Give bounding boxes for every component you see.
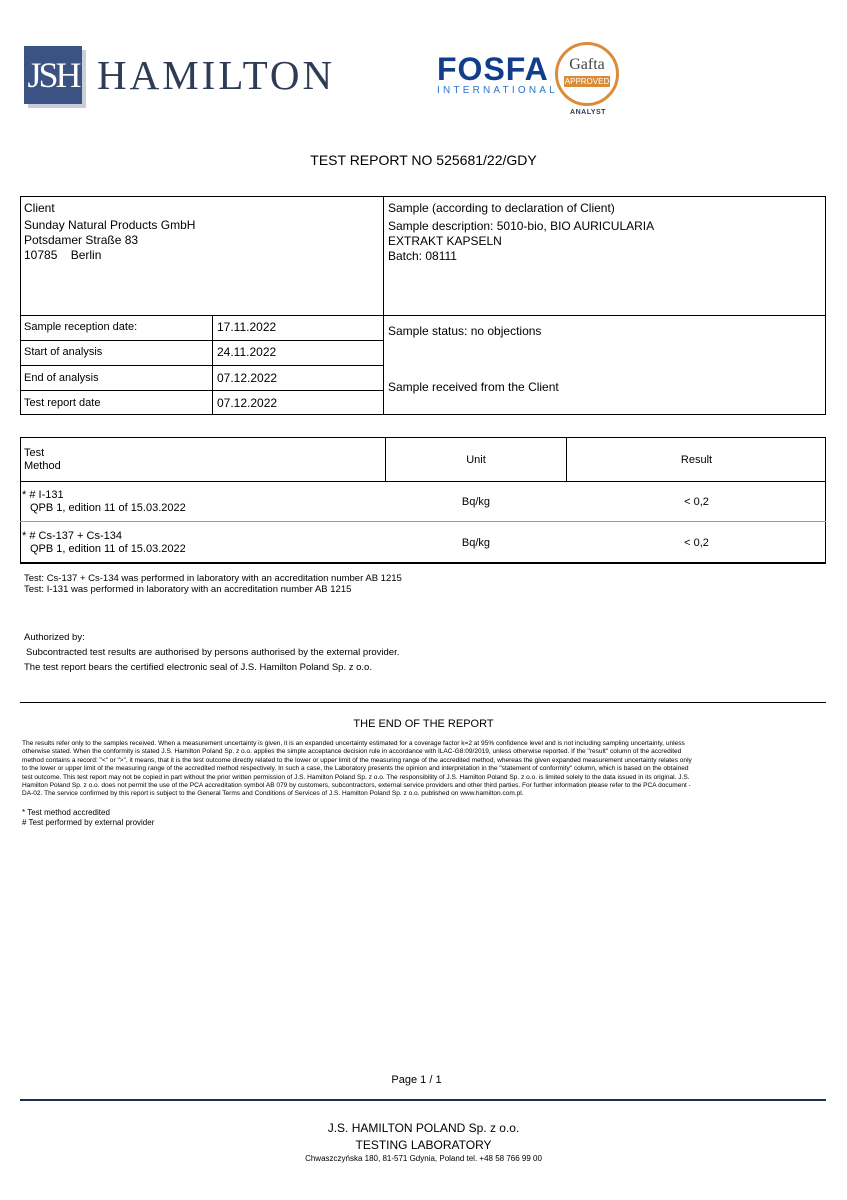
disclaimer-line: DA-02. The service confirmed by this report is subject to the General Terms and Conditions of Services of J.S. Hamilton Poland Sp. z o.o. published on www.hamilton.com.pl. bbox=[22, 790, 524, 798]
sample-description-1: Sample description: 5010-bio, BIO AURICULARIA bbox=[388, 219, 655, 233]
table-divider bbox=[20, 481, 826, 482]
date-label: Start of analysis bbox=[24, 346, 103, 358]
row-test: * # Cs-137 + Cs-134 bbox=[22, 530, 122, 542]
fosfa-logo-text: FOSFA bbox=[437, 51, 549, 87]
disclaimer-line: otherwise stated. When the conformity is stated J.S. Hamilton Poland Sp. z o.o. applies the simple acceptance decision rule in accordance with ILAC-G8:09/2019, unless otherwise reported. If the "result" column of the accredited bbox=[22, 748, 682, 756]
sample-description-2: EXTRAKT KAPSELN bbox=[388, 234, 502, 248]
gafta-seal-logo bbox=[555, 42, 619, 106]
hamilton-logo-text: HAMILTON bbox=[97, 52, 336, 98]
date-value: 24.11.2022 bbox=[217, 345, 277, 359]
fosfa-subtitle: INTERNATIONAL bbox=[437, 85, 558, 96]
legend-accredited: * Test method accredited bbox=[22, 808, 110, 817]
footer-address: Chwaszczyńska 180, 81-571 Gdynia, Poland tel. +48 58 766 99 00 bbox=[305, 1154, 542, 1163]
table-divider bbox=[20, 562, 826, 564]
fosfa-logo bbox=[437, 52, 549, 86]
box-divider bbox=[20, 315, 826, 316]
footer-lab: TESTING LABORATORY bbox=[355, 1138, 492, 1152]
row-method: QPB 1, edition 11 of 15.03.2022 bbox=[30, 502, 186, 514]
sample-received: Sample received from the Client bbox=[388, 380, 559, 394]
table-divider bbox=[20, 521, 826, 522]
column-header-method: Method bbox=[24, 460, 61, 472]
date-value: 07.12.2022 bbox=[217, 396, 278, 410]
column-header-test: Test bbox=[24, 447, 45, 459]
box-divider bbox=[383, 196, 384, 415]
box-divider bbox=[20, 365, 383, 366]
client-city: Berlin bbox=[70, 248, 102, 262]
box-divider bbox=[20, 390, 383, 391]
gafta-approved: APPROVED bbox=[564, 77, 610, 86]
row-unit: Bq/kg bbox=[461, 496, 491, 508]
page-number: Page 1 / 1 bbox=[391, 1074, 442, 1086]
subcontracted-note: Subcontracted test results are authorised by persons authorised by the external provider. bbox=[26, 647, 400, 658]
row-method: QPB 1, edition 11 of 15.03.2022 bbox=[30, 543, 186, 555]
disclaimer-line: to the lower or upper limit of the measuring range of the accredited method respectively. In such a case, the Laboratory presents the opinion and interpretation in the "statement of conformity" column, which is based on the obtained bbox=[22, 765, 689, 773]
date-label: Test report date bbox=[24, 397, 101, 409]
footer-company: J.S. HAMILTON POLAND Sp. z o.o. bbox=[327, 1121, 520, 1135]
disclaimer bbox=[22, 740, 828, 799]
row-result: < 0,2 bbox=[684, 537, 709, 549]
disclaimer-line: method contains a record: "<" or ">", it means, that it is the test outcome directly related to the lower or upper limit of the measuring range of the accredited method, whereas the given expanded measurement uncertainty relates only bbox=[22, 756, 692, 764]
box-divider bbox=[20, 340, 383, 341]
gafta-name: Gafta bbox=[569, 56, 605, 73]
client-heading: Client bbox=[24, 201, 55, 215]
row-unit: Bq/kg bbox=[461, 537, 491, 549]
report-title: TEST REPORT NO 525681/22/GDY bbox=[310, 152, 537, 168]
date-label: End of analysis bbox=[24, 372, 99, 384]
row-test: * # I-131 bbox=[22, 489, 64, 501]
accreditation-note: Test: Cs-137 + Cs-134 was performed in laboratory with an accreditation number AB 1215 bbox=[24, 573, 402, 584]
accreditation-note: Test: I-131 was performed in laboratory with an accreditation number AB 1215 bbox=[24, 584, 352, 595]
column-header-unit: Unit bbox=[466, 454, 486, 466]
sample-heading: Sample (according to declaration of Client) bbox=[388, 201, 615, 215]
gafta-analyst: ANALYST bbox=[570, 109, 606, 116]
row-result: < 0,2 bbox=[684, 496, 709, 508]
disclaimer-line: Hamilton Poland Sp. z o.o. does not permit the use of the PCA accreditation symbol AB 079 by customers, subcontractors, external service providers and other third parties. For further information please refer to the PCA document - bbox=[22, 782, 691, 790]
footer-rule bbox=[20, 1099, 826, 1101]
legend bbox=[22, 808, 154, 828]
client-street: Potsdamer Straße 83 bbox=[24, 233, 139, 247]
date-label: Sample reception date: bbox=[24, 321, 138, 333]
hamilton-monogram-logo: JSH bbox=[24, 46, 82, 104]
client-name: Sunday Natural Products GmbH bbox=[24, 218, 196, 232]
disclaimer-line: The results refer only to the samples received. When a measurement uncertainty is given, it is an expanded uncertainty estimated for a coverage factor k=2 at 95% confidence level and is not including sampling uncertainty, unless bbox=[22, 740, 685, 747]
client-postcode: 10785 bbox=[24, 248, 58, 262]
authorized-by-label: Authorized by: bbox=[24, 632, 85, 643]
legend-external: # Test performed by external provider bbox=[22, 818, 155, 827]
electronic-seal-note: The test report bears the certified electronic seal of J.S. Hamilton Poland Sp. z o.o. bbox=[24, 662, 372, 673]
date-value: 07.12.2022 bbox=[217, 371, 278, 385]
end-of-report-title: THE END OF THE REPORT bbox=[353, 718, 494, 730]
date-value: 17.11.2022 bbox=[217, 320, 277, 334]
disclaimer-line: test outcome. This test report may not be copied in part without the prior written permission of J.S. Hamilton Poland Sp. z o.o. The responsibility of J.S. Hamilton Poland Sp. z o.o. is limited solely to the data issued in its original. J.S. bbox=[22, 773, 690, 781]
box-divider bbox=[212, 315, 213, 415]
sample-batch: Batch: 08111 bbox=[388, 249, 457, 263]
section-divider bbox=[20, 702, 826, 703]
column-header-result: Result bbox=[680, 454, 713, 466]
sample-status: Sample status: no objections bbox=[388, 324, 542, 338]
client-city-line bbox=[24, 248, 101, 262]
